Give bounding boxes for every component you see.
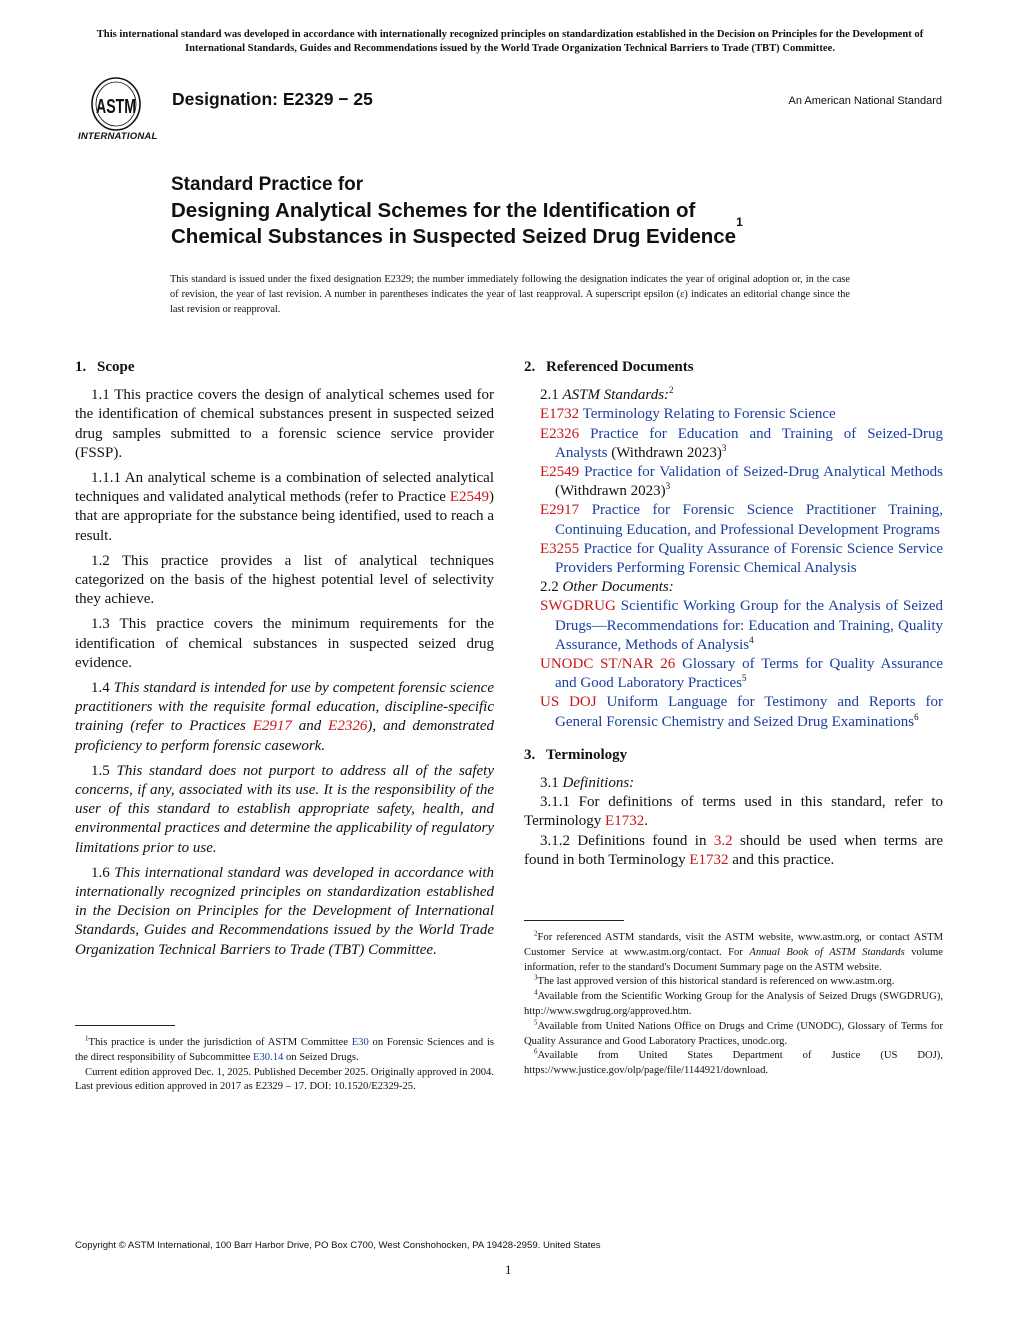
link-e2917[interactable]: E2917	[252, 718, 292, 735]
title-footnote-mark: 1	[736, 215, 743, 229]
left-column	[75, 358, 494, 966]
other-reference-list	[524, 597, 943, 731]
designation: Designation: E2329 − 25	[172, 89, 373, 109]
para-1-1: 1.1 This practice covers the design of analytical schemes used for the identification of chemical substances present in suspected seized drug samples submitted to a forensic science service provider (FSSP).	[75, 387, 494, 461]
link-e1732-terminology[interactable]: E1732	[605, 813, 645, 830]
reference-status: (Withdrawn 2023)	[607, 444, 722, 461]
footnote-3: $^3$The last approved version of this historical standard is referenced on www.astm.org.	[534, 973, 895, 988]
footnotes-right	[524, 931, 943, 1079]
para-1-4: 1.4 This standard is intended for use by competent forensic science practitioners with the requisite formal education, discipline-specific training (refer to Practices E2917 and E2326), and demonstrated proficiency to perform forensic casework.	[75, 680, 494, 754]
reference-code-link[interactable]: SWGDRUG	[540, 598, 616, 615]
footnote-6: $^6$Available from United States Department of Justice (US DOJ), https://www.justice.gov/olp/page/file/1144921/download.	[524, 1047, 943, 1077]
reference-title-link[interactable]: Scientific Working Group for the Analysis of Seized Drugs—Recommendations for: Education and Training, Quality Assurance, Methods of Analysis	[555, 598, 944, 653]
para-1-5: 1.5 This standard does not purport to address all of the safety concerns, if any, associated with its use. It is the responsibility of the user of this standard to establish appropriate safety, health, and environmental practices and determine the applicability of regulatory limitations prior to use.	[75, 762, 495, 856]
link-e30[interactable]: E30	[351, 1037, 369, 1048]
section-2-heading: 2. Referenced Documents	[524, 359, 694, 375]
section-3-heading: 3. Terminology	[524, 746, 628, 763]
reference-footnote-mark: 6	[914, 711, 919, 722]
reference-code-link[interactable]: E3255	[540, 540, 580, 557]
reference-item	[524, 425, 943, 463]
para-1-6: 1.6 This international standard was developed in accordance with internationally recognized principles on standardization established in the Decision on Principles for the Development of International Standards, Guides and Recommendations issued by the World Trade Organization Technical Barriers to Trade (TBT) Committee.	[75, 864, 494, 958]
document-title	[171, 172, 871, 250]
astm-reference-list	[524, 405, 943, 578]
issuance-note: This standard is issued under the fixed designation E2329; the number immediately following the designation indicates the year of original adoption or, in the case of revision, the year of last revision. A number in parentheses indicates the year of last reapproval. A superscript epsilon (ε) indicates an editorial change since the last revision or reapproval.	[170, 274, 850, 315]
reference-title-link[interactable]: Uniform Language for Testimony and Reports for General Forensic Chemistry and Seized Drug Examinations	[555, 694, 943, 730]
reference-code-link[interactable]: E2326	[540, 425, 580, 442]
reference-title-link[interactable]: Glossary of Terms for Quality Assurance and Good Laboratory Practices	[555, 656, 943, 692]
link-e30-14[interactable]: E30.14	[253, 1051, 284, 1063]
reference-code-link[interactable]: E1732	[540, 406, 580, 423]
title-line-1: Standard Practice for	[171, 174, 364, 195]
logo-subtitle: INTERNATIONAL	[78, 131, 158, 142]
reference-footnote-mark: 5	[742, 673, 747, 684]
title-line-3: Chemical Substances in Suspected Seized Drug Evidence$^1$	[171, 215, 743, 248]
para-1-1-1: 1.1.1 An analytical scheme is a combination of selected analytical techniques and validated analytical methods (refer to Practice E2549) that are appropriate for the substance being identified, used to reach a result.	[75, 470, 494, 544]
astm-logo	[76, 76, 160, 146]
american-national-standard-label: An American National Standard	[788, 95, 942, 107]
reference-item	[524, 655, 943, 693]
link-e1732-terminology-2[interactable]: E1732	[689, 851, 729, 868]
other-documents-label: 2.2 Other Documents:	[540, 579, 674, 596]
footnote-divider-left	[75, 1025, 175, 1026]
reference-footnote-mark: 3	[665, 481, 671, 492]
reference-footnote-mark: 3	[721, 442, 727, 453]
reference-footnote-mark: 4	[749, 634, 754, 645]
reference-title-link[interactable]: Practice for Quality Assurance of Forensic Science Service Providers Performing Forensic Chemical Analysis	[555, 540, 943, 577]
footnote-divider-right	[524, 920, 624, 921]
link-section-3-2[interactable]: 3.2	[713, 832, 733, 849]
reference-status: (Withdrawn 2023)	[555, 483, 666, 500]
section-1-heading: 1. Scope	[75, 359, 135, 375]
reference-title-link[interactable]: Practice for Education and Training of Seized-Drug Analysts	[555, 425, 944, 461]
para-3-1: 3.1 Definitions:	[540, 775, 635, 792]
para-1-3: 1.3 This practice covers the minimum requirements for the identification of chemical substances in suspected seized drug evidence.	[75, 616, 494, 671]
astm-standards-label: 2.1 ASTM Standards:$^2$	[540, 385, 674, 404]
footnote-4: $^4$Available from the Scientific Working Group for the Analysis of Seized Drugs (SWGDRUG), http://www.swgdrug.org/approved.htm.	[524, 988, 943, 1017]
link-e2326[interactable]: E2326	[328, 718, 368, 735]
reference-code-link[interactable]: E2549	[540, 464, 580, 481]
page-number: 1	[505, 1262, 512, 1277]
reference-code-link[interactable]: E2917	[540, 502, 580, 519]
reference-item	[524, 405, 943, 424]
svg-text:ASTM: ASTM	[96, 96, 136, 118]
title-line-2: Designing Analytical Schemes for the Identification of	[171, 199, 696, 222]
reference-item	[524, 597, 943, 655]
footnote-1: $^1$This practice is under the jurisdiction of ASTM Committee E30 on Forensic Sciences and is the direct responsibility of Subcommittee E30.14 on Seized Drugs. Current edition approved Dec. 1, 2025. Published December 2025. Originally approved in 2004. Last previous edition approved in 2017 as E2329 – 17. DOI: 10.1520/E2329-25.	[75, 1034, 495, 1093]
link-e2549[interactable]: E2549	[449, 489, 489, 506]
reference-title-link[interactable]: Terminology Relating to Forensic Science	[582, 406, 836, 423]
international-standard-notice: This international standard was developed in accordance with internationally recognized principles on standardization established in the Decision on Principles for the Development of International Standards, Guides and Recommendations issued by the World Trade Organization Technical Barriers to Trade (TBT) Committee.	[96, 29, 924, 54]
reference-item	[524, 463, 943, 501]
copyright: Copyright © ASTM International, 100 Barr Harbor Drive, PO Box C700, West Conshohocken, PA 19428-2959. United States	[75, 1240, 601, 1251]
reference-code-link[interactable]: UNODC ST/NAR 26	[540, 656, 676, 673]
para-3-1-1: 3.1.1 For definitions of terms used in this standard, refer to Terminology E1732.	[524, 794, 943, 830]
reference-item	[524, 540, 943, 578]
footnote-2: $^2$For referenced ASTM standards, visit the ASTM website, www.astm.org, or contact ASTM Customer Service at www.astm.org/contact. For Annual Book of ASTM Standards volume information, refer to the standard's Document Summary page on the ASTM website.	[524, 929, 943, 973]
reference-item	[524, 693, 943, 731]
para-1-2: 1.2 This practice provides a list of analytical techniques categorized on the basis of the highest potential level of selectivity they achieve.	[75, 552, 494, 608]
reference-code-link[interactable]: US DOJ	[540, 694, 597, 711]
reference-title-link[interactable]: Practice for Validation of Seized-Drug Analytical Methods	[584, 464, 943, 481]
right-column	[524, 358, 943, 870]
reference-title-link[interactable]: Practice for Forensic Science Practitioner Training, Continuing Education, and Professional Development Programs	[555, 502, 944, 538]
para-3-1-2: 3.1.2 Definitions found in 3.2 should be used when terms are found in both Terminology E1732 and this practice.	[524, 832, 943, 868]
footnote-5: $^5$Available from United Nations Office on Drugs and Crime (UNODC), Glossary of Terms for Quality Assurance and Good Laboratory Practices, unodc.org.	[524, 1018, 943, 1047]
reference-item	[524, 501, 943, 539]
